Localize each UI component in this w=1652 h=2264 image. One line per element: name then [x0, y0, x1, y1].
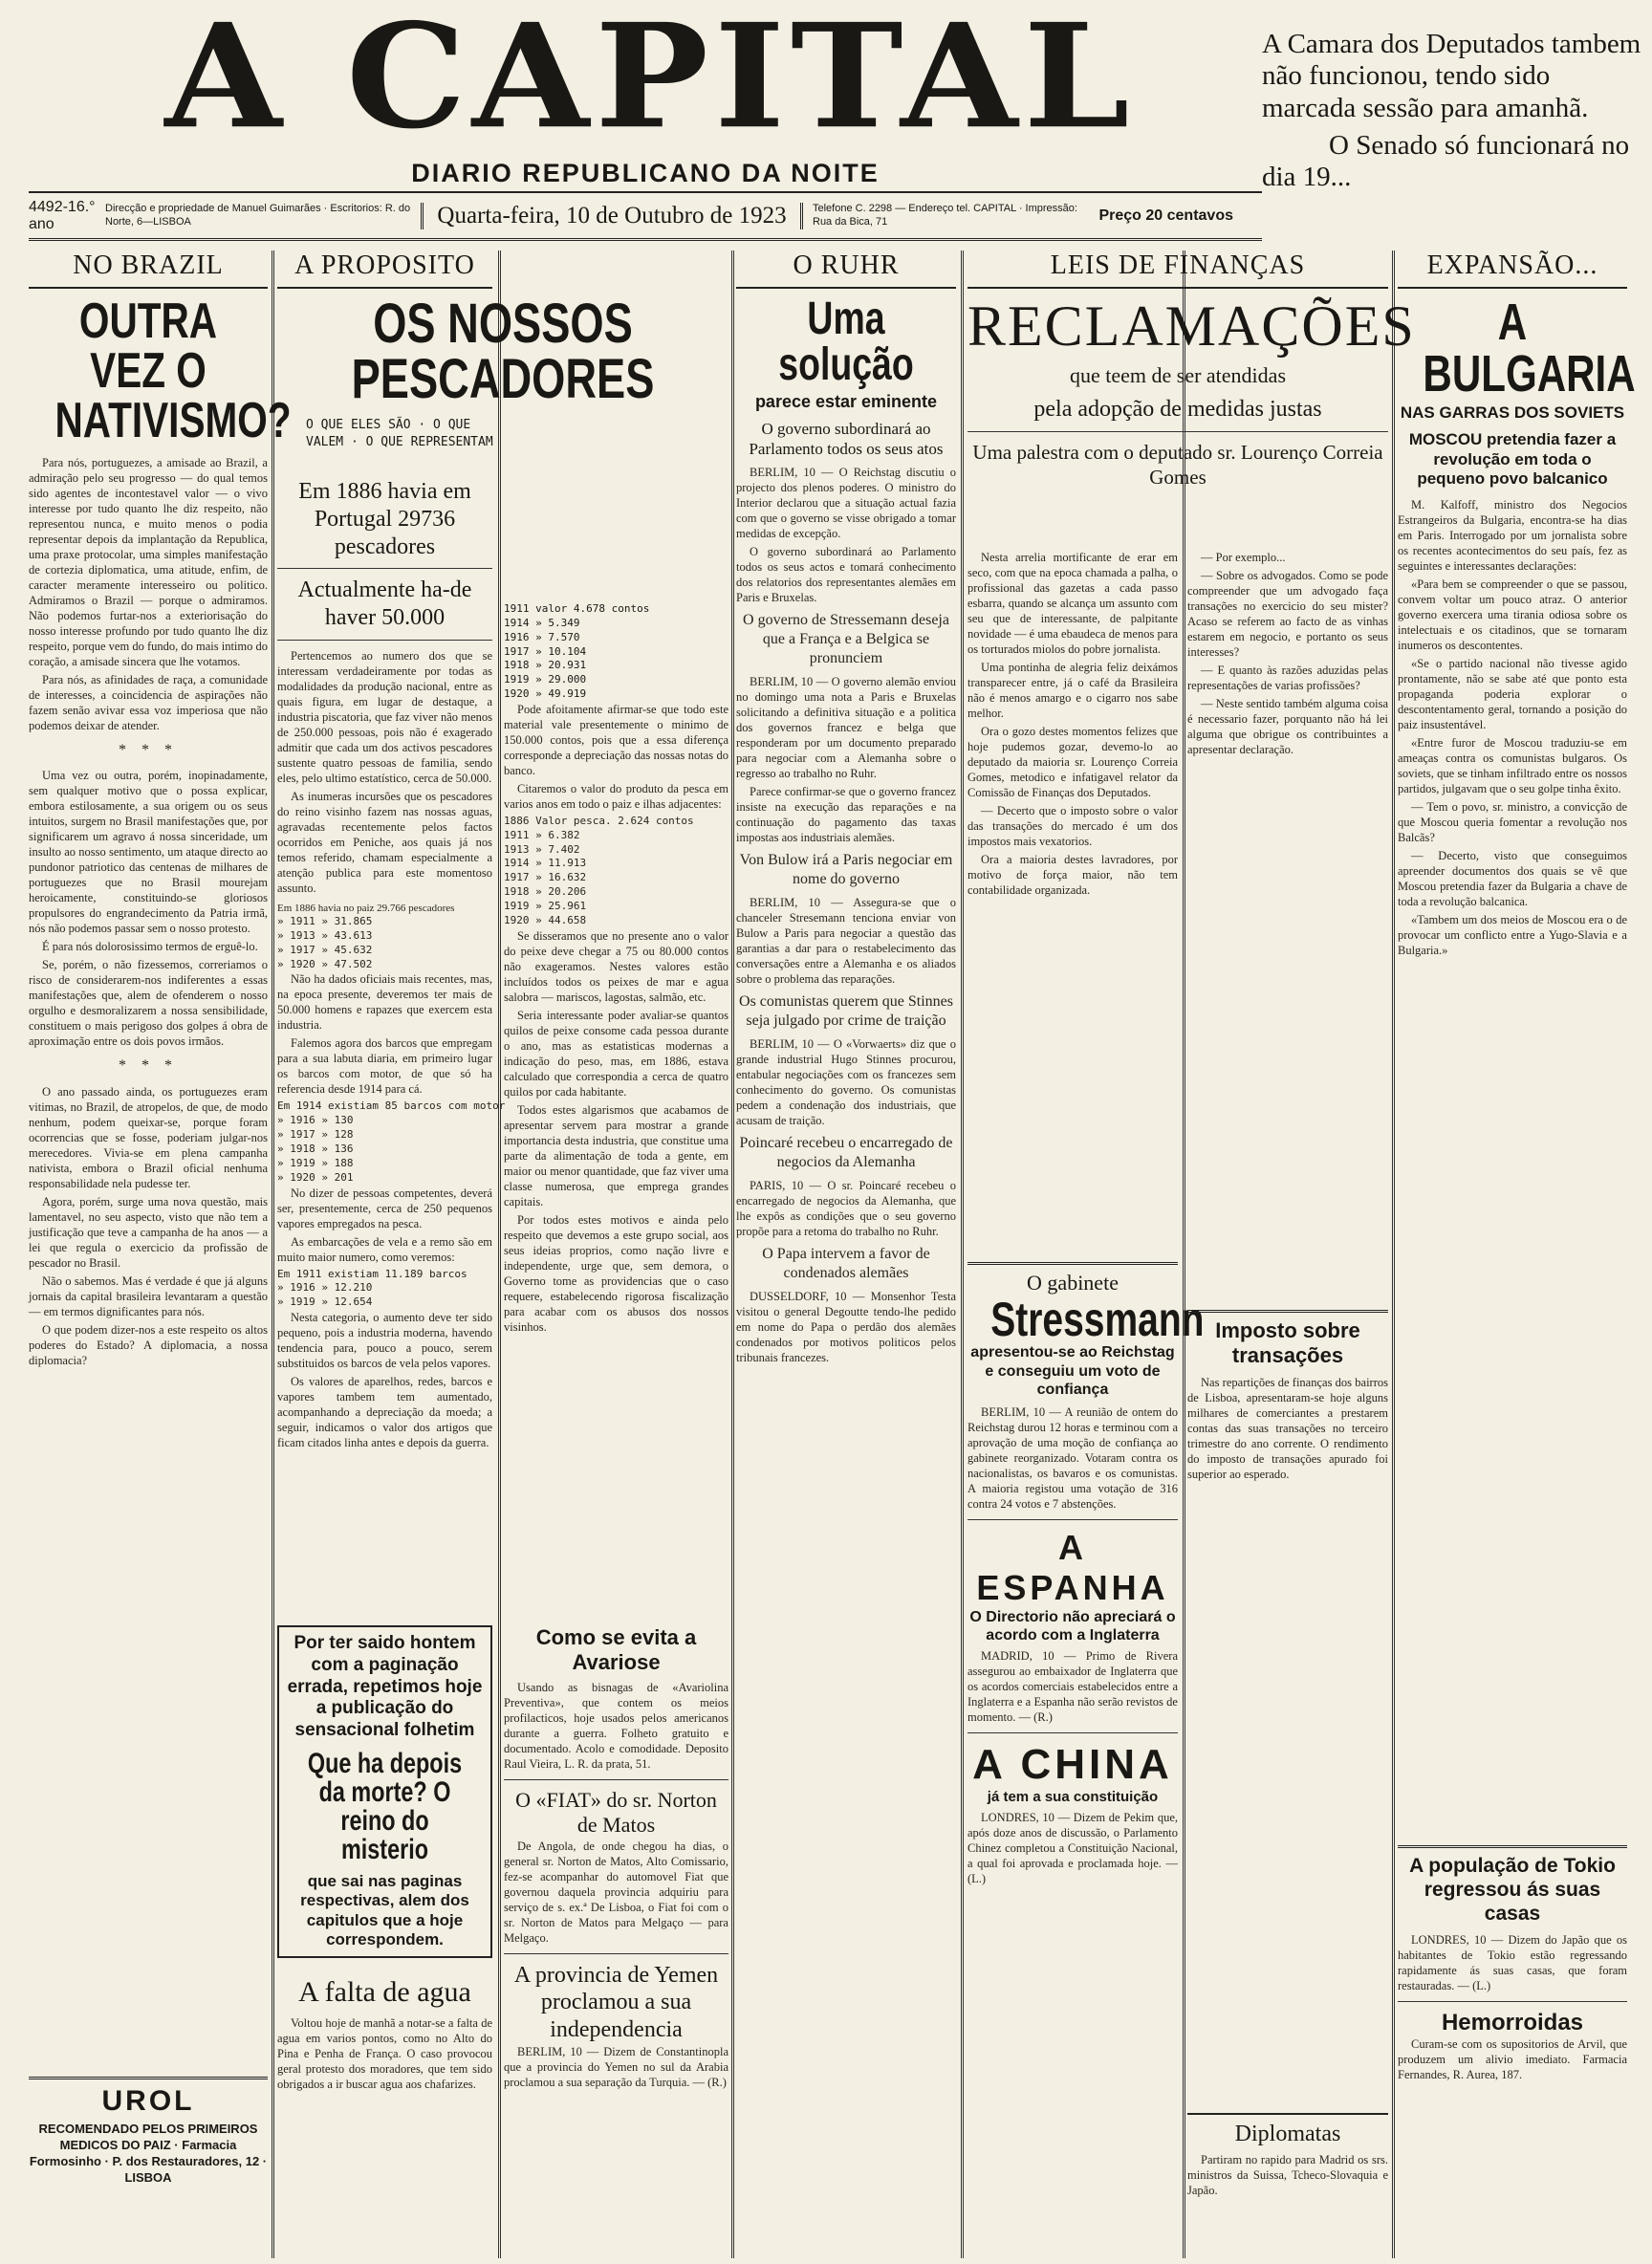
paragraph: Para nós, as afinidades de raça, a comunidade de interesses, a coincidencia de aspirações não fazem senão avivar essa voz imperiosa que não podemos deixar de atender.	[29, 673, 268, 732]
paragraph: Seria interessante poder avaliar-se quantos quilos de peixe consome cada pessoa durante o ano, mas as estatisticas modernas a indicação do peso, mas, em 1886, estava calculado que correspondia a cerca de quatro quilos por cada habitante.	[504, 1008, 728, 1099]
paragraph: O governo subordinará ao Parlamento todos os seus actos e tomará conhecimento dos relatorios dos representantes alemães em Paris e Bruxelas.	[736, 545, 956, 605]
headline-col3-bottom: Como se evita a Avariose	[535, 1625, 697, 1675]
kicker-a-proposito: A PROPOSITO	[277, 250, 492, 289]
paragraph: «Tambem um dos meios de Moscou era o de provocar um conflicto entre a Yugo-Slavia e a Bulgaria.»	[1398, 912, 1627, 957]
paragraph: Para nós, portuguezes, a amisade ao Brazil, a admiração pelo seu progresso — do qual temos sido agentes de incontestavel valor — o vivo interesse por tudo quanto lhe diz respeito, não representou nunca, e muito menos o podia representar depois da implantação da Republica, uma praxe protocolar, uma simples manifestação de cortezia diplomatica, uma atitude, enfim, de caracter meramente interesseiro ou politico. Admiramos o Brazil — porque o admiramos. Não podemos furtar-nos a exteriorisação do nosso interesse profundo por tudo quanto lhe diz respeito, porque vem do fundo, do mais intimo do coração, a amisade sincera que lhe votamos.	[29, 456, 268, 668]
column-pescadores-cont	[504, 602, 728, 1616]
deck-eminente: parece estar eminente	[754, 392, 938, 411]
kicker-expansao: EXPANSÃO...	[1398, 250, 1627, 289]
headline-nativismo: OUTRA VEZ O NATIVISMO?	[54, 294, 292, 448]
subhead-palestra: Uma palestra com o deputado sr. Lourenço Correia Gomes	[972, 440, 1383, 489]
table2-row: » 1916 » 130	[277, 1114, 354, 1127]
table3-row: Em 1911 existiam 11.189 barcos	[277, 1267, 467, 1280]
table1-row: » 1911 » 31.865	[277, 915, 373, 928]
article-pescadores-cont	[504, 702, 728, 1335]
table4-row: 1920 » 49.919	[504, 687, 587, 701]
paragraph: Uma pontinha de alegria feliz deixámos transparecer entre, já o café da Brasileira não é menos amargo e o cigarro nos sabe melhor.	[967, 661, 1178, 720]
table5-row: 1918 » 20.206	[504, 885, 587, 899]
article-stressmann	[967, 1404, 1178, 1512]
kicker-no-brazil: NO BRAZIL	[29, 250, 268, 289]
paragraph: Partiram no rapido para Madrid os srs. ministros da Suissa, Tcheco-Slovaquia e Japão.	[1187, 2152, 1388, 2197]
paragraph: BERLIM, 10 — O governo alemão enviou no domingo uma nota a Paris e Bruxelas solicitando a definitiva situação e a politica dos governos francez e belga que responderam por um documento preparado para negociar com a Alemanha sobre o regresso ao trabalho no Ruhr.	[736, 675, 956, 781]
table1-row: » 1917 » 45.632	[277, 943, 373, 956]
paragraph: BERLIM, 10 — A reunião de ontem do Reichstag durou 12 horas e terminou com a aprovação de uma moção de confiança ao gabinete reorganizado. Votaram contra os nacionalistas, os bavaros e os comunistas. A maioria registou uma votação de 316 contra 24 votos e 7 abstenções.	[967, 1404, 1178, 1511]
article-diplomatas	[1187, 2152, 1388, 2198]
article-china	[967, 1810, 1178, 1886]
paragraph: O ano passado ainda, os portuguezes eram vitimas, no Brazil, de atropelos, de que, de modo nenhum, podem queixar-se, porque foram ocorrencias que se fosse, poderiam julgar-nos merecedores. Vivia-se em plena campanha nativista, embora o Brazil oficial nenhuma responsabilidade nela pudesse ter.	[29, 1084, 268, 1190]
paragraph: No dizer de pessoas competentes, deverá ser, presentemente, cerca de 250 pequenos vapores empregados na pesca.	[277, 1186, 492, 1230]
headline-china: A CHINA	[972, 1741, 1173, 1789]
table2-row: » 1919 » 188	[277, 1156, 354, 1169]
article-pescadores	[277, 648, 506, 1450]
separator-stars: * * *	[119, 1057, 178, 1075]
article-nativismo	[29, 455, 268, 1368]
paragraph: BERLIM, 10 — O Reichstag discutiu o projecto dos plenos poderes. O ministro do Interior declarou que a situação actual fazia com que o governo se visse obrigado a tomar medidas de excepção.	[736, 466, 956, 541]
paragraph: DUSSELDORF, 10 — Monsenhor Testa visitou o general Degoutte tendo-lhe pedido em nome do Papa o perdão dos alemães condenados por motivos politicos pelos tribunais francezes.	[736, 1290, 956, 1365]
column-brazil	[29, 250, 292, 2258]
paragraph: Falemos agora dos barcos que empregam para a sua labuta diaria, em primeiro lugar os barcos com motor, de que só ha referencia desde 1914 para cá.	[277, 1036, 492, 1097]
phone-info: Telefone C. 2298 — Endereço tel. CAPITAL · Impressão: Rua da Bica, 71	[813, 203, 1077, 228]
ad-urol-text: RECOMENDADO PELOS PRIMEIROS MEDICOS DO PAIZ · Farmacia Formosinho · P. dos Restauradores, 12 · LISBOA	[29, 2122, 268, 2185]
paragraph: As inumeras incursões que os pescadores do reino visinho fazem nas nossas aguas, agravadas recentemente pelos factos ocorridos em Peniche, aos quais já nos temos referido, chamam especialmente a atenção publica para este momentoso assunto.	[277, 789, 492, 895]
table5-row: 1913 » 7.402	[504, 842, 580, 856]
headline-falta-agua: A falta de agua	[298, 1975, 471, 2008]
kicker-leis-financas: LEIS DE FINANÇAS	[967, 250, 1388, 289]
paragraph: Os valores de aparelhos, redes, barcos e vapores tambem tem aumentado, acompanhando a depreciação da moeda; a seguir, indicamos o valor dos artigos que ficam citados linha antes e depois da guerra.	[277, 1375, 492, 1450]
subhead-von-bulow: Von Bulow irá a Paris negociar em nome do governo	[739, 852, 953, 888]
paragraph: O que podem dizer-nos a este respeito os altos poderes do Estado? A diplomacia, a nossa diplomacia?	[29, 1322, 268, 1367]
paragraph: PARIS, 10 — O sr. Poincaré recebeu o encarregado de negocios da Alemanha, que lhe expôs as condições que o seu governo propõe para a retoma do trabalho no Ruhr.	[736, 1179, 956, 1239]
paragraph: Uma vez ou outra, porém, inopinadamente, sem qualquer motivo que o possa explicar, embora estilosamente, a sua origem ou os seus intuitos, surgem no Brasil manifestações que, por significarem um agravo á nossa sinceridade, um insulto ao nosso sentimento, um ataque directo ao pundonor patriotico das centenas de milhares de portuguezes que no Brasil mourejam heroicamente, constituindo-se gloriosos propulsores do engrandecimento da Patria irmã, nós não podemos passar sem o nosso protesto.	[29, 769, 268, 936]
table5-row: 1886 Valor pesca. 2.624 contos	[504, 814, 694, 827]
column-reclamacoes	[967, 550, 1178, 1257]
column-pescadores	[277, 478, 506, 1616]
deck-china: já tem a sua constituição	[987, 1789, 1159, 1806]
table4-row: 1919 » 29.000	[504, 673, 587, 686]
paragraph: Todos estes algarismos que acabamos de apresentar servem para mostrar a grande importancia desta industria, que constitue uma parte da alimentação de toda a gente, em maior ou menor quantidade, que faz viver uma classe numerosa, que emprega grandes capitais.	[504, 1102, 728, 1208]
paragraph: M. Kalfoff, ministro dos Negocios Estrangeiros da Bulgaria, encontra-se ha dias em Paris. Interrogado por um jornalista sobre os recentes acontecimentos do seu país, fez as seguintes e interessantes declarações:	[1398, 497, 1627, 573]
paragraph: Nesta categoria, o aumento deve ter sido pequeno, pois a industria moderna, havendo tendencia para, pouco a pouco, serem substituidos os barcos de vela pelos vapores.	[277, 1311, 492, 1371]
owner-info: Direcção e propriedade de Manuel Guimarães · Escritorios: R. do Norte, 6—LISBOA	[105, 203, 411, 228]
deck-espanha: O Directorio não apreciará o acordo com a Inglaterra	[969, 1608, 1176, 1644]
issue-number: 4492-16.° ano	[29, 198, 96, 232]
table2-row: » 1920 » 201	[277, 1170, 354, 1184]
headline-imposto: Imposto sobre transações	[1215, 1318, 1360, 1368]
issue-date: Quarta-feira, 10 de Outubro de 1923	[421, 203, 803, 229]
headline-uma-solucao: Uma solução	[778, 294, 914, 390]
deck-medidas: pela adopção de medidas justas	[1033, 396, 1322, 422]
paragraph: As embarcações de vela e a remo são em muito maior numero, como veremos:	[277, 1234, 492, 1264]
headline-stressmann: Stressmann	[990, 1293, 1205, 1347]
table3-row: » 1916 » 12.210	[277, 1281, 373, 1295]
headline-reclamacoes: RECLAMAÇÕES	[967, 294, 1416, 358]
folhetim-box	[277, 1625, 492, 1958]
headline-tokio: A população de Tokio regressou ás suas casas	[1409, 1855, 1616, 1926]
folhetim-outro: que sai nas paginas respectivas, alem dos capitulos que a hoje correspondem.	[300, 1871, 469, 1949]
folhetim-intro: Por ter saido hontem com a paginação errada, repetimos hoje a publicação do sensacional folhetim	[287, 1633, 483, 1741]
newspaper-title: A CAPITAL	[164, 0, 1136, 162]
paragraph: Pode afoitamente afirmar-se que todo este material vale presentemente o minimo de 150.000 contos, pois que a essa diferença corresponde a depreciação das nossas notas do banco.	[504, 702, 728, 777]
masthead-side-notes	[1262, 29, 1644, 200]
paragraph: Por todos estes motivos e ainda pelo respeito que devemos a este grupo social, aos seus ideias proprios, como nação livre e independente, urge que, sem demora, o Governo tome as providencias que o caso requere, estabelecendo rigorosa fiscalização para acabar com os abusos dos nossos visinhos.	[504, 1212, 728, 1334]
deck-reichstag: apresentou-se ao Reichstag e conseguiu um voto de confiança	[970, 1344, 1175, 1398]
kicker-gabinete: O gabinete	[1027, 1271, 1119, 1295]
kicker-o-ruhr: O RUHR	[736, 250, 956, 289]
paragraph: — Neste sentido também alguma coisa é necessario fazer, porquanto não há lei alguma que obrigue os contribuintes a apresentar declaração.	[1187, 697, 1388, 756]
deck-moscou: MOSCOU pretendia fazer a revolução em toda o pequeno povo balcanico	[1408, 430, 1617, 489]
paragraph: Citaremos o valor do produto da pesca em varios anos em todo o paiz e ilhas adjacentes:	[504, 781, 728, 811]
article-espanha	[967, 1648, 1178, 1725]
paragraph: «Se o partido nacional não tivesse agido prontamente, não se sabe até que ponto esta propaganda poderia explorar o descontentamento geral, tornando a posição do paiz insustentável.	[1398, 656, 1627, 731]
paragraph: — Decerto que o imposto sobre o valor das transações do mercado é um dos impostos mais vexatorios.	[967, 804, 1178, 848]
article-fiat	[504, 1839, 728, 1946]
article-falta-agua	[277, 2015, 492, 2092]
column-3-bottom	[504, 1625, 728, 2256]
deck-soviets: NAS GARRAS DOS SOVIETS	[1400, 403, 1625, 422]
table4-row: 1917 » 10.104	[504, 644, 587, 658]
article-reclamacoes	[967, 550, 1178, 898]
paragraph: Se disseramos que no presente ano o valor do peixe deve chegar a 75 ou 80.000 contos não exageramos. Nestes valores estão incluídos todos os peixes de mar e agua salobra — mariscos, lagostas, salmão, etc.	[504, 928, 728, 1004]
paragraph: Não ha dados oficiais mais recentes, mas, na epoca presente, deveremos ter mais de 50.000 homens e rapazes que exercem esta industria.	[277, 972, 492, 1033]
subhead-papa: O Papa intervem a favor de condenados alemães	[762, 1246, 930, 1282]
paragraph: — Tem o povo, sr. ministro, a convicção de que Moscou queria fomentar a revolução nos Balcãs?	[1398, 799, 1627, 844]
paragraph: Curam-se com os supositorios de Arvil, que produzem um alivio imediato. Farmacia Fernandes, R. Aurea, 187.	[1398, 2037, 1627, 2082]
subhead-1886: Em 1886 havia em Portugal 29736 pescadores	[298, 479, 471, 559]
table5-row: 1917 » 16.632	[504, 871, 587, 884]
ad-urol-title: UROL	[101, 2085, 195, 2117]
deck-atendidas: que teem de ser atendidas	[1069, 363, 1286, 387]
article-avariose	[504, 1680, 728, 1772]
paragraph: Pertencemos ao numero dos que se interessam verdadeiramente por todas as modalidades da produção nacional, entre as quais figura, em lugar de destaque, a industria piscatoria, que faz viver não menos de 250.000 pessoas, pois não é exagerado admitir que cada um dos activos pescadores sustente quatro pessoas de familia, sendo eles, pelo ultimo estatístico, cerca de 50.000.	[277, 648, 492, 785]
table5-row: 1911 » 6.382	[504, 828, 580, 841]
side-note-camara: A Camara dos Deputados tambem não funcionou, tendo sido marcada sessão para amanhã.	[1262, 29, 1641, 123]
paragraph: «Para bem se compreender o que se passou, convem voltar um pouco atraz. O anterior governo exercera uma tirania odiosa sobre os intelectuais e os citadinos, que se tornaram inumeros os descontentes.	[1398, 577, 1627, 652]
paragraph: — E quanto às razões aduzidas pelas representações de varias profissões?	[1187, 664, 1388, 692]
paragraph: É para nós dolorosissimo termos de erguê-lo.	[42, 940, 258, 954]
ad-hemorroidas-title: Hemorroidas	[1441, 2009, 1584, 2035]
paragraph: Se, porém, o não fizessemos, correriamos o risco de considerarem-nos indiferentes a essas manifestações que, alem de ofenderem o nosso orgulho e desmoralizarem a nossa sensibilidade, constituem o mais perigoso dos golpes á obra de aproximação entre os dois povos irmãos.	[29, 958, 268, 1049]
pescadores-deck: O QUE ELES SÃO · O QUE VALEM · O QUE REPRESENTAM	[306, 418, 493, 450]
table4-row: 1914 » 5.349	[504, 616, 580, 629]
headline-yemen: A provincia de Yemen proclamou a sua independencia	[513, 1962, 719, 2043]
paragraph: LONDRES, 10 — Dizem do Japão que os habitantes de Tokio estão regressando rapidamente ás suas casas, que foram restauradas. — (L.)	[1398, 1932, 1627, 1992]
table4-row: 1918 » 20.931	[504, 659, 587, 672]
headline-fiat: O «FIAT» do sr. Norton de Matos	[515, 1787, 717, 1838]
paragraph: «Entre furor de Moscou traduziu-se em ameaças contra os comunistas bulgaros. Os soviets, que se tinham infiltrado entre os nossos partidos, julgavam que o seu golpe tinha êxito.	[1398, 735, 1627, 795]
table3-row: » 1919 » 12.654	[277, 1295, 373, 1309]
article-imposto	[1187, 1375, 1388, 1482]
table5-row: 1919 » 25.961	[504, 899, 587, 912]
subhead-poincare: Poincaré recebeu o encarregado de negocios da Alemanha	[739, 1135, 953, 1171]
paragraph: Ora o gozo destes momentos felizes que hoje pudemos gozar, devemo-lo ao deputado da maioria sr. Lourenço Correia Gomes, metodico e infatigavel relator da Comissão de Finanças dos Deputados.	[967, 725, 1178, 799]
subhead-50000: Actualmente ha-de haver 50.000	[297, 577, 472, 631]
paragraph: — Decerto, visto que conseguimos apreender documentos dos quais se vê que Moscou pretendia fazer da Bulgaria a chave de toda a revolução balcanica.	[1398, 848, 1627, 908]
table1-row: » 1920 » 47.502	[277, 957, 373, 970]
newspaper-subtitle: DIARIO REPUBLICANO DA NOITE	[411, 159, 880, 187]
table1-title: Em 1886 havia no paiz 29.766 pescadores	[277, 902, 455, 914]
table2-row: » 1918 » 136	[277, 1142, 354, 1155]
side-note-senado: O Senado só funcionará no dia 19...	[1262, 130, 1630, 193]
headline-diplomatas: Diplomatas	[1234, 2122, 1341, 2146]
paragraph: Nas repartições de finanças dos bairros de Lisboa, apresentaram-se hoje alguns milhares de comerciantes a prestarem contas das suas transações no terceiro trimestre do ano corrente. O rendimento do imposto de transações apurado foi superior ao esperado.	[1187, 1375, 1388, 1481]
ad-hemorroidas	[1398, 2036, 1627, 2082]
table2-row: » 1917 » 128	[277, 1128, 354, 1142]
deck-governo: O governo subordinará ao Parlamento todos os seus atos	[749, 419, 944, 458]
paragraph: BERLIM, 10 — Assegura-se que o chanceler Stresemann tenciona enviar von Bulow a Paris para negociar a questão das garantias a dar para o restabelecimento das conversações entre a Alemanha e os aliados sobre o problema das reparações.	[736, 896, 956, 987]
column-ruhr	[736, 250, 956, 2258]
headline-bulgaria: A BULGARIA	[1423, 294, 1636, 403]
folhetim-title: Que ha depois da morte? O reino do misterio	[307, 1747, 463, 1865]
column-6	[1187, 550, 1388, 1305]
paragraph: Parece confirmar-se que o governo francez insiste na execução das reparações e na continuação do pagamento das taxas impostas aos industriais alemães.	[736, 785, 956, 845]
dateline	[29, 191, 1262, 241]
paragraph: Ora a maioria destes lavradores, por motivo de força maior, não tem contabilidade organizada.	[967, 853, 1178, 897]
table5-row: 1914 » 11.913	[504, 857, 587, 870]
table1-row: » 1913 » 43.613	[277, 928, 373, 942]
paragraph: De Angola, de onde chegou ha dias, o general sr. Norton de Matos, Alto Comissario, fez-se acompanhar do automovel Fiat que governou daquela provincia adquiriu para serviço de s. ex.ª De Lisboa, o Fiat foi com o sr. Norton de Matos para Melgaço — para Melgaço.	[504, 1839, 728, 1945]
subhead-stinnes: Os comunistas querem que Stinnes seja julgado por crime de traição	[739, 993, 953, 1030]
column-6-imposto	[1187, 1310, 1388, 1903]
headline-pescadores: OS NOSSOS PESCADORES	[351, 293, 655, 410]
paragraph: Não o sabemos. Mas é verdade é que já alguns jornais da capital brasileira levantaram a questão — em termos dignificantes para nós.	[29, 1274, 268, 1318]
masthead	[29, 0, 1262, 189]
paragraph: BERLIM, 10 — Dizem de Constantinopla que a provincia do Yemen no sul da Arabia proclamou a sua separação da Turquia. — (R.)	[504, 2044, 728, 2089]
issue-price: Preço 20 centavos	[1098, 207, 1233, 224]
paragraph: LONDRES, 10 — Dizem de Pekim que, após doze anos de discussão, o Parlamento Chinez completou a Constituição Nacional, a qual foi aprovada e proclamada hoje. — (L.)	[967, 1811, 1178, 1886]
article-yemen	[504, 2044, 728, 2090]
subhead-stressemann: O governo de Stressemann deseja que a França e a Belgica se pronunciem	[743, 612, 949, 667]
headline-espanha: A ESPANHA	[976, 1527, 1169, 1607]
table4-row: 1911 valor 4.678 contos	[504, 602, 650, 615]
column-6-diplomatas	[1187, 2113, 1388, 2256]
table2-row: Em 1914 existiam 85 barcos com motor	[277, 1099, 506, 1113]
article-bulgaria	[1398, 497, 1627, 958]
article-reclamacoes-cont	[1187, 550, 1388, 757]
pescadores-header	[277, 250, 728, 480]
ad-urol	[29, 2077, 268, 2187]
paragraph: Agora, porém, surge uma nova questão, mais lamentavel, no seu aspecto, visto que não tem a justificação que teve a campanha de ha anos — a lei que regula o exercicio da profissão de pescador no Brasil.	[29, 1194, 268, 1270]
paragraph: Usando as bisnagas de «Avariolina Preventiva», que contem os meios profilacticos, hoje usados pelos americanos durante a guerra. Folheto gratuito e documentado. Acolo e comodidade. Deposito Raul Vieira, L. R. da prata, 51.	[504, 1680, 728, 1771]
paragraph: — Sobre os advogados. Como se pode compreender que um advogado faça transações no exercicio do seu mister? Acaso se referem ao facto de as vinhas estarem em negocio, e portanto os seus interesses?	[1187, 569, 1388, 659]
reclamacoes-header	[967, 250, 1416, 495]
paragraph: Voltou hoje de manhã a notar-se a falta de agua em varios pontos, como no Alto do Pina e Penha de França. O caso provocou geral protesto dos moradores, que tem sido obrigados a ir buscar agua aos chafarizes.	[277, 2015, 492, 2091]
column-5-bottom	[967, 1262, 1205, 2256]
paragraph: MADRID, 10 — Primo de Rivera assegurou ao embaixador de Inglaterra que os acordos comerciais estabelecidos entre a Inglaterra e a Espanha não serão revistos de momento. — (R.)	[967, 1649, 1178, 1725]
article-ruhr	[736, 465, 956, 1365]
article-tokio	[1398, 1932, 1627, 1993]
folhetim-notice	[277, 1625, 492, 2256]
table5-row: 1920 » 44.658	[504, 913, 587, 926]
separator-stars: * * *	[119, 742, 178, 758]
paragraph: Nesta arrelia mortificante de erar em seco, com que na epoca chamada a palha, o profissional das gazetas a cada passo esbarra, quando se alcança um assunto com seu que de interessante, de palpitante novidade — é uma ebaudeca de menos para os torturados miolos do pobre jornalista.	[967, 551, 1178, 656]
paragraph: BERLIM, 10 — O «Vorwaerts» diz que o grande industrial Hugo Stinnes procurou, entabular negociações com os francezes sem conhecimento do governo. Os comunistas pedem a condenação dos industriais, que acusam de traição.	[736, 1037, 956, 1128]
paragraph: — Por exemplo...	[1201, 551, 1286, 564]
column-7-bottom	[1398, 1845, 1627, 2256]
table4-row: 1916 » 7.570	[504, 630, 580, 643]
